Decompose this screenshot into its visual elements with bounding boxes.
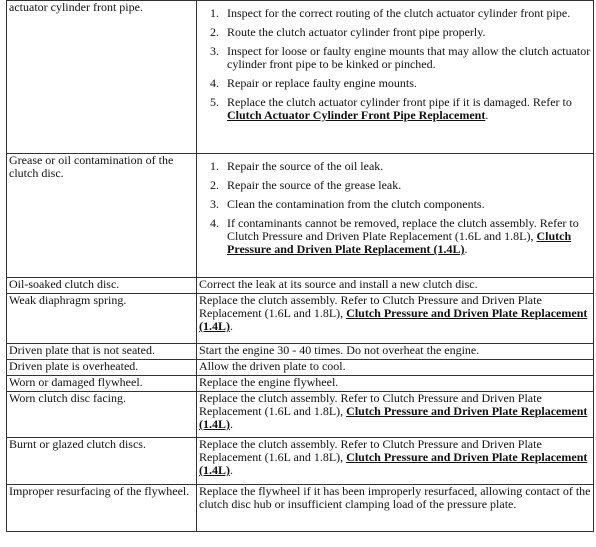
step-text: Repair or replace faulty engine mounts. [227,76,417,90]
step-text: Route the clutch actuator cylinder front pipe properly. [227,25,486,39]
action-text: Replace the clutch assembly. Refer to Clutch Pressure and Driven Plate Replacement (1.6L and 1.8L), [199,293,542,320]
table-row [7,294,594,344]
link-punctuation: . [485,108,489,122]
step-text: If contaminants cannot be removed, replace the clutch assembly. Refer to Clutch Pressure and Driven Plate Replacement (1.6L and 1.8L), [227,216,579,243]
cause-cell: Grease or oil contamination of the clutch disc. [7,154,197,278]
table-row [7,154,594,278]
table-row [7,376,594,392]
step-text-with-link [227,217,591,256]
table-row [7,360,594,376]
table-row [7,278,594,294]
reference-link[interactable]: Clutch Pressure and Driven Plate Replacement (1.4L) [199,306,588,333]
reference-link[interactable]: Clutch Actuator Cylinder Front Pipe Replacement [227,108,486,122]
reference-link[interactable]: Clutch Pressure and Driven Plate Replacement (1.4L) [199,404,588,431]
cause-cell: Driven plate that is not seated. [7,344,197,360]
step-number: 2. [210,178,219,192]
step-text: Clean the contamination from the clutch components. [227,197,485,211]
action-cell [197,438,594,485]
table-row [7,344,594,360]
step-number: 1. [210,6,219,20]
step-number: 2. [210,25,219,39]
table-row [7,1,594,154]
action-cell: Correct the leak at its source and install a new clutch disc. [197,278,594,294]
action-text: Replace the clutch assembly. Refer to Clutch Pressure and Driven Plate Replacement (1.6L and 1.8L), [199,391,542,418]
action-cell: Replace the engine flywheel. [197,376,594,392]
table-row [7,485,594,532]
table-row [7,438,594,485]
step-text: Inspect for the correct routing of the clutch actuator cylinder front pipe. [227,6,571,20]
step-number: 3. [210,197,219,211]
cause-cell: Oil-soaked clutch disc. [7,278,197,294]
reference-link[interactable]: Clutch Pressure and Driven Plate Replacement (1.4L) [199,450,588,477]
link-punctuation: . [230,319,233,333]
step-text: Repair the source of the oil leak. [227,159,384,173]
list-item [199,26,591,39]
step-number: 3. [210,44,219,58]
cause-cell: Driven plate is overheated. [7,360,197,376]
action-cell [197,294,594,344]
step-list [199,160,591,256]
step-number: 4. [210,76,219,90]
action-cell [197,1,594,154]
reference-link[interactable]: Clutch Pressure and Driven Plate Replacement (1.4L) [227,229,572,256]
list-item [199,179,591,192]
diagnostic-table [6,0,594,532]
list-item [199,7,591,20]
cause-cell: Improper resurfacing of the flywheel. [7,485,197,532]
action-cell: Start the engine 30 - 40 times. Do not overheat the engine. [197,344,594,360]
cause-cell: Worn clutch disc facing. [7,392,197,438]
cause-cell: Weak diaphragm spring. [7,294,197,344]
step-number: 4. [210,216,219,230]
action-text: Replace the clutch assembly. Refer to Clutch Pressure and Driven Plate Replacement (1.6L and 1.8L), [199,437,542,464]
action-cell: Replace the flywheel if it has been improperly resurfaced, allowing contact of the clutch disc hub or insufficient clamping load of the pressure plate. [197,485,594,532]
list-item [199,77,591,90]
step-number: 1. [210,159,219,173]
link-punctuation: . [230,463,233,477]
step-list [199,7,591,122]
list-item [199,96,591,122]
action-cell: Allow the driven plate to cool. [197,360,594,376]
list-item [199,160,591,173]
step-number: 5. [210,95,219,109]
list-item [199,45,591,71]
list-item [199,217,591,256]
link-punctuation: . [230,417,233,431]
step-text-with-link [227,96,591,122]
step-text: Replace the clutch actuator cylinder front pipe if it is damaged. Refer to [227,95,572,109]
action-cell [197,154,594,278]
cause-cell: Worn or damaged flywheel. [7,376,197,392]
step-text: Repair the source of the grease leak. [227,178,402,192]
link-punctuation: . [464,242,468,256]
list-item [199,198,591,211]
table-row [7,392,594,438]
cause-cell: Burnt or glazed clutch discs. [7,438,197,485]
step-text: Inspect for loose or faulty engine mounts that may allow the clutch actuator cylinder front pipe to be kinked or pinched. [227,44,591,71]
action-cell [197,392,594,438]
cause-cell: actuator cylinder front pipe. [7,1,197,154]
